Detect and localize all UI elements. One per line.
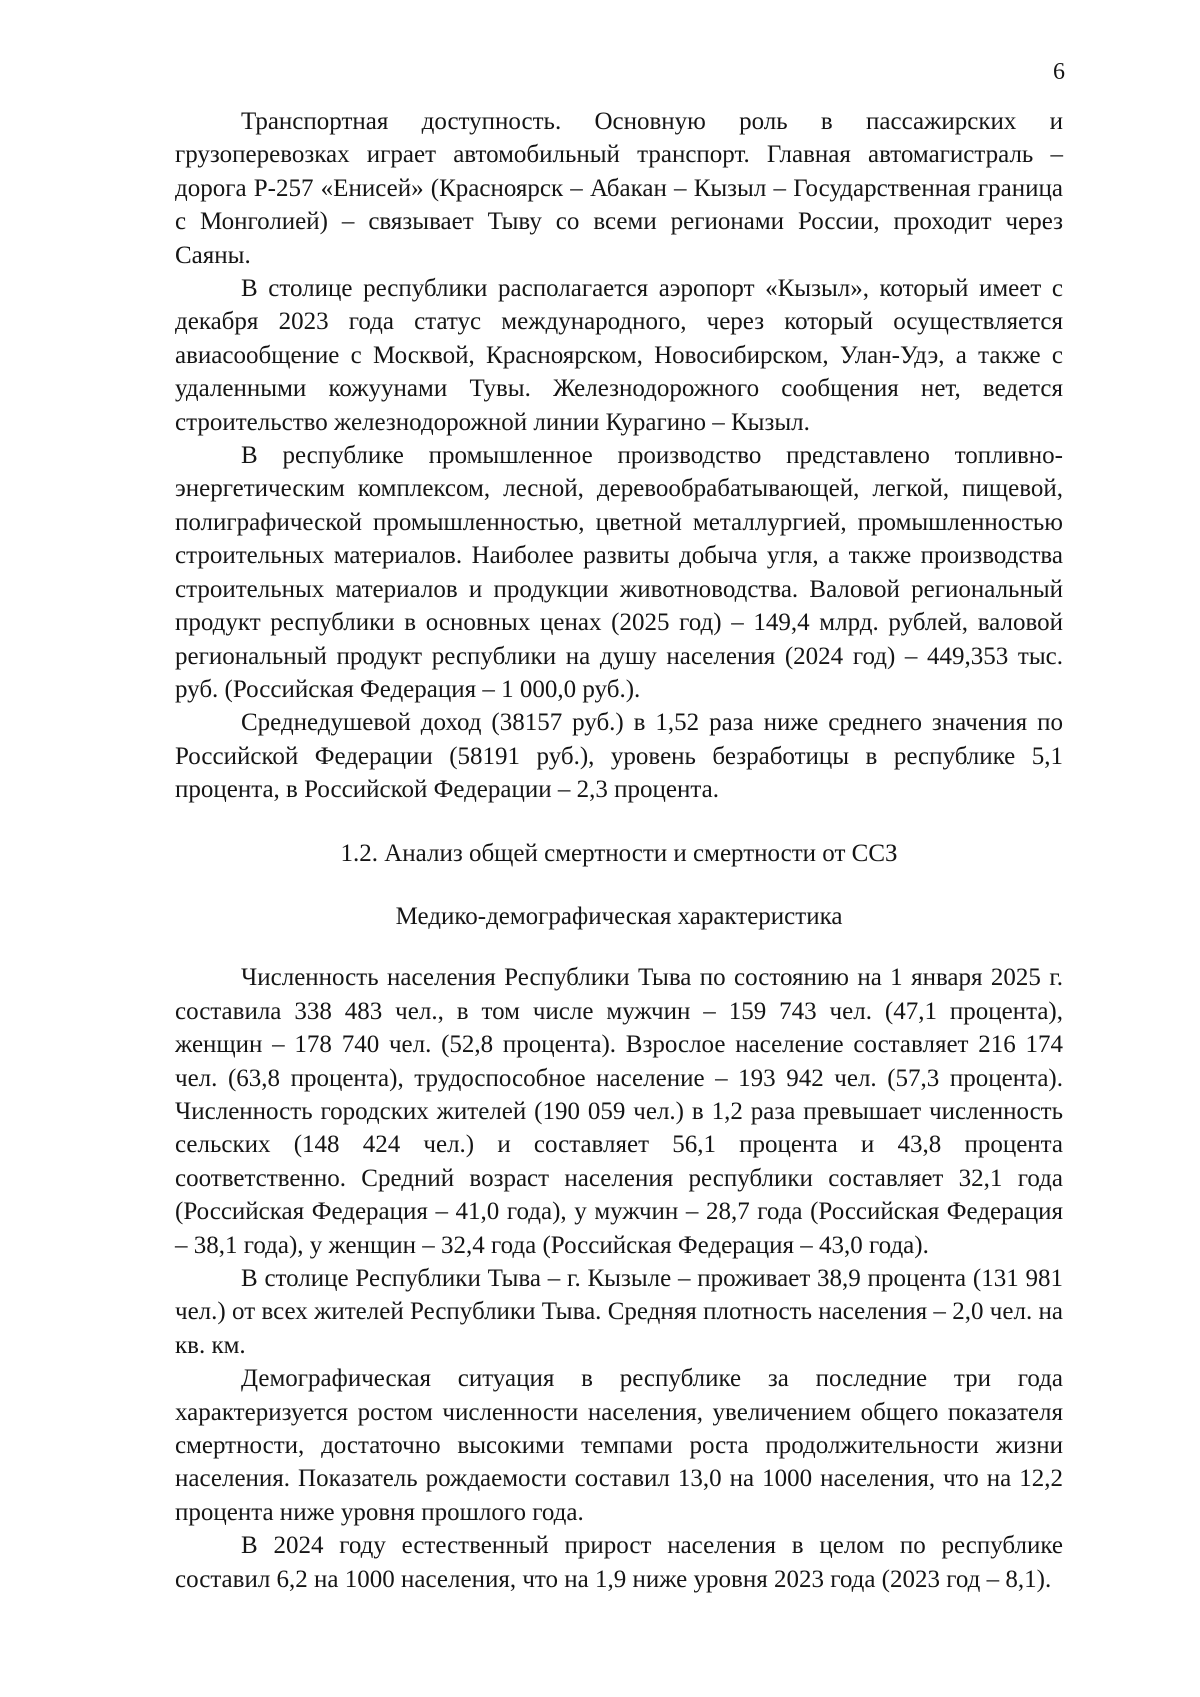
subsection-heading: Медико-демографическая характеристика <box>395 902 843 930</box>
paragraph-natural-growth: В 2024 году естественный прирост населения в целом по республике составил 6,2 на 1000 населения, что на 1,9 ниже уровня 2023 года (2023 год – 8,1). <box>175 1532 1063 1593</box>
page-number: 6 <box>1053 59 1065 85</box>
paragraph-airport: В столице республики располагается аэропорт «Кызыл», который имеет с декабря 2023 года статус международного, через который осуществляется авиасообщение с Москвой, Красноярском, Новосибирском, Улан-Удэ, а также с удаленными кожуунами Тувы. Железнодорожного сообщения нет, ведется строительство железнодорожной линии Курагино – Кызыл. <box>175 275 1063 436</box>
paragraph-income: Среднедушевой доход (38157 руб.) в 1,52 раза ниже среднего значения по Российской Федерации (58191 руб.), уровень безработицы в республике 5,1 процента, в Российской Федерации – 2,3 процента. <box>175 709 1063 804</box>
paragraph-industry: В республике промышленное производство представлено топливно-энергетическим комплексом, лесной, деревообрабатывающей, легкой, пищевой, полиграфической промышленностью, цветной металлургией, промышленностью строительных материалов. Наиболее развиты добыча угля, а также производства строительных материалов и продукции животноводства. Валовой региональный продукт республики в основных ценах (2025 год) – 149,4 млрд. рублей, валовой региональный продукт республики на душу населения (2024 год) – 449,353 тыс. руб. (Российская Федерация – 1 000,0 руб.). <box>175 442 1063 703</box>
paragraph-population: Численность населения Республики Тыва по состоянию на 1 января 2025 г. составила 338 483 чел., в том числе мужчин – 159 743 чел. (47,1 процента), женщин – 178 740 чел. (52,8 процента). Взрослое население составляет 216 174 чел. (63,8 процента), трудоспособное население – 193 942 чел. (57,3 процента). Численность городских жителей (190 059 чел.) в 1,2 раза превышает численность сельских (148 424 чел.) и составляет 56,1 процента и 43,8 процента соответственно. Средний возраст населения республики составляет 32,1 года (Российская Федерация – 41,0 года), у мужчин – 28,7 года (Российская Федерация – 38,1 года), у женщин – 32,4 года (Российская Федерация – 43,0 года). <box>175 964 1063 1259</box>
paragraph-transport: Транспортная доступность. Основную роль в пассажирских и грузоперевозках играет автомобильный транспорт. Главная автомагистраль – дорога Р-257 «Енисей» (Красноярск – Абакан – Кызыл – Государственная граница с Монголией) – связывает Тыву со всеми регионами России, проходит через Саяны. <box>175 108 1063 269</box>
paragraph-capital: В столице Республики Тыва – г. Кызыле – проживает 38,9 процента (131 981 чел.) от всех жителей Республики Тыва. Средняя плотность населения – 2,0 чел. на кв. км. <box>175 1265 1063 1359</box>
paragraph-demographics: Демографическая ситуация в республике за последние три года характеризуется ростом численности населения, увеличением общего показателя смертности, достаточно высокими темпами роста продолжительности жизни населения. Показатель рождаемости составил 13,0 на 1000 населения, что на 12,2 процента ниже уровня прошлого года. <box>175 1365 1063 1526</box>
section-heading: 1.2. Анализ общей смертности и смертности от ССЗ <box>340 839 898 867</box>
document-body <box>175 105 1063 1596</box>
